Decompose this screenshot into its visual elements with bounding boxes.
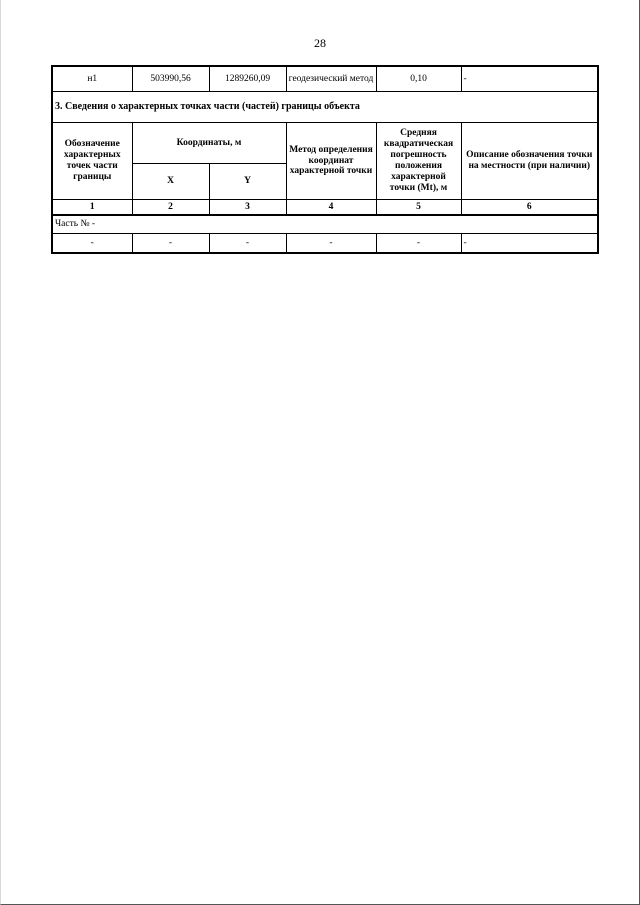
section-row (52, 92, 598, 123)
column-numbers-row (52, 200, 598, 216)
method-header: Метод определения координат характерной точки (286, 123, 376, 200)
y-header: Y (209, 164, 286, 200)
y-cell: 1289260,09 (209, 66, 286, 92)
x-cell: 503990,56 (132, 66, 209, 92)
column-number: 2 (132, 200, 209, 216)
y-cell: - (209, 234, 286, 254)
description-cell: - (461, 66, 598, 92)
section-title: 3. Сведения о характерных точках части (частей) границы объекта (52, 92, 598, 123)
x-cell: - (132, 234, 209, 254)
x-header: X (132, 164, 209, 200)
error-cell: - (376, 234, 461, 254)
column-number: 1 (52, 200, 132, 216)
column-number: 3 (209, 200, 286, 216)
method-cell: - (286, 234, 376, 254)
column-number: 5 (376, 200, 461, 216)
error-header: Средняя квадратическая погрешность положения характерной точки (Mt), м (376, 123, 461, 200)
point-cell: н1 (52, 66, 132, 92)
description-cell: - (461, 234, 598, 254)
method-cell: геодезический метод (286, 66, 376, 92)
table-row (52, 66, 598, 92)
table-row (52, 234, 598, 254)
coordinates-header: Координаты, м (132, 123, 286, 164)
error-cell: 0,10 (376, 66, 461, 92)
page-number: 28 (314, 36, 326, 50)
header-row (52, 123, 598, 164)
part-label: Часть № - (52, 215, 598, 234)
designation-header: Обозначение характерных точек части границы (52, 123, 132, 200)
column-number: 6 (461, 200, 598, 216)
boundary-points-table (51, 65, 599, 254)
description-header: Описание обозначения точки на местности (при наличии) (461, 123, 598, 200)
column-number: 4 (286, 200, 376, 216)
point-cell: - (52, 234, 132, 254)
part-row (52, 215, 598, 234)
